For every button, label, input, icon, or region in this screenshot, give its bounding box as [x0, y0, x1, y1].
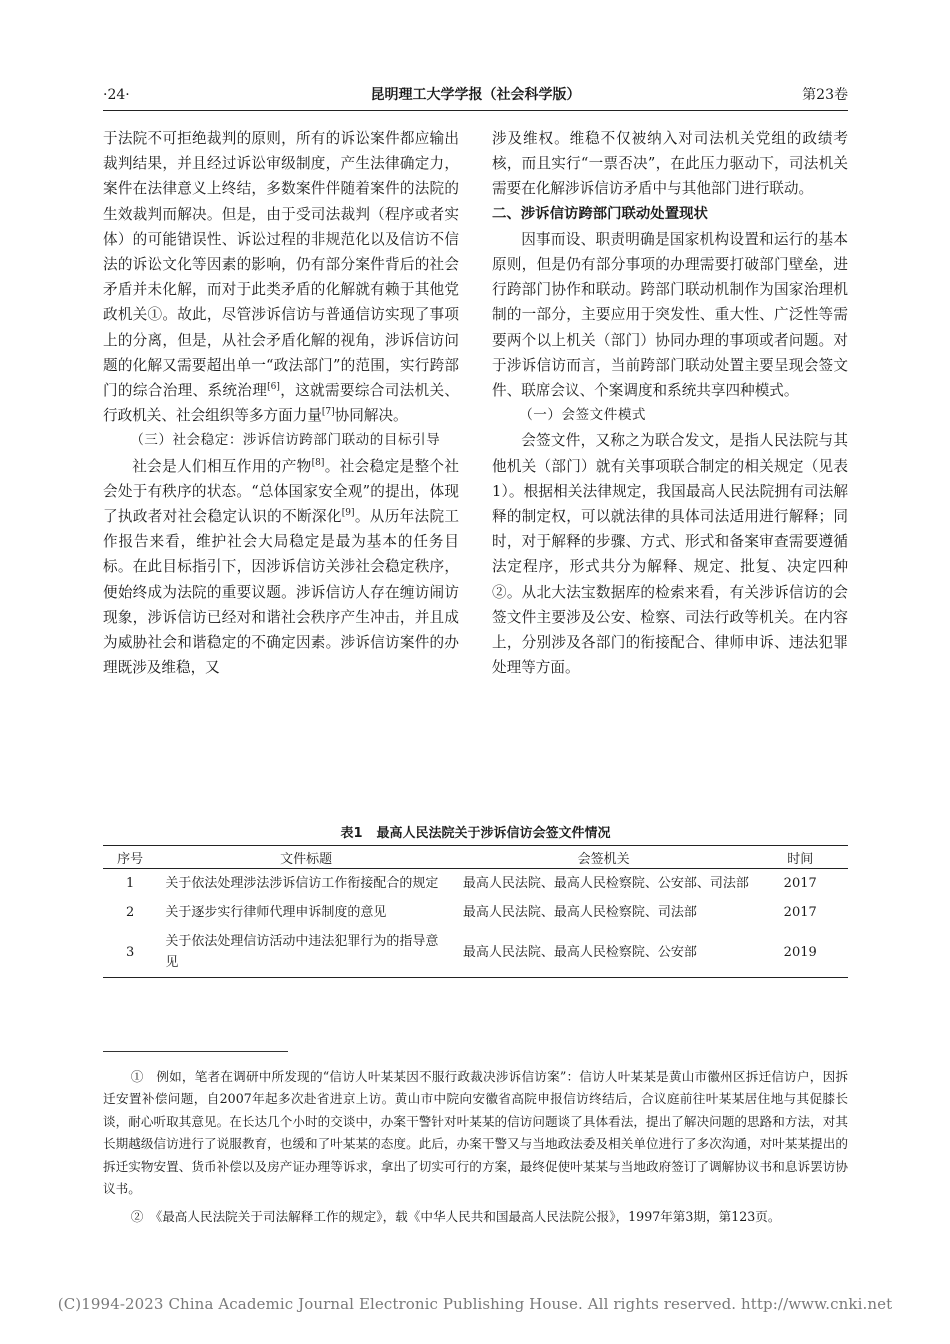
left-column — [103, 126, 459, 680]
header-rule — [103, 110, 848, 111]
citation-ref: [8] — [311, 457, 325, 468]
col-header-organizations: 会签机关 — [455, 846, 753, 869]
cell-number: 3 — [103, 927, 157, 978]
table-row — [103, 898, 848, 927]
signed-documents-table — [103, 845, 848, 978]
table-row — [103, 927, 848, 978]
cell-year: 2019 — [752, 927, 848, 978]
col-header-year: 时间 — [752, 846, 848, 869]
subsection-heading: （一）会签文件模式 — [519, 407, 647, 424]
citation-ref: [9] — [341, 508, 355, 519]
cell-organizations: 最高人民法院、最高人民检察院、司法部 — [462, 905, 697, 920]
citation-ref: [7] — [321, 407, 335, 418]
cell-year: 2017 — [783, 876, 817, 891]
running-header — [103, 84, 848, 106]
section-heading: 二、涉诉信访跨部门联动处置现状 — [492, 205, 708, 222]
footnote-rule — [103, 1051, 288, 1052]
cell-title: 关于逐步实行律师代理申诉制度的意见 — [165, 905, 387, 920]
table-header-row — [103, 846, 848, 869]
col-header-title: 文件标题 — [157, 846, 454, 869]
cell-organizations: 最高人民法院、最高人民检察院、公安部 — [455, 927, 753, 978]
paragraph: 会签文件，又称之为联合发文，是指人民法院与其他机关（部门）就有关事项联合制定的相关规定（见表1）。根据相关法律规定，我国最高人民法院拥有司法解释的制定权，可以就法律的具体司法适用进行解释；同时，对于解释的步骤、方式、形式和备案审查需要遵循法定程序，形式共分为解释、规定、批复、决定四种②。从北大法宝数据库的检索来看，有关涉诉信访的会签文件主要涉及公安、检察、司法行政等机关。在内容上，分别涉及各部门的衔接配合、律师申诉、违法犯罪处理等方面。 — [492, 432, 848, 677]
cell-year: 2017 — [783, 905, 817, 920]
citation-ref: [6] — [267, 382, 280, 393]
footnotes — [103, 1066, 848, 1235]
footnote-2: ② 《最高人民法院关于司法解释工作的规定》，载《中华人民共和国最高人民法院公报》，1997年第3期，第123页。 — [130, 1209, 781, 1225]
paragraph: 社会是人们相互作用的产物[8]。社会稳定是整个社会处于有秩序的状态。“总体国家安全观”的提出，体现了执政者对社会稳定认识的不断深化[9]。从历年法院工作报告来看，维护社会大局稳定是最为基本的任务目标。在此目标指引下，因涉诉信访关涉社会稳定秩序，便始终成为法院的重要议题。涉诉信访人存在缠访闹访现象，涉诉信访已经对和谐社会秩序产生冲击，并且成为威胁社会和谐稳定的不确定因素。涉诉信访案件的办理既涉及维稳，又 — [103, 457, 459, 677]
paragraph: 涉及维权。维稳不仅被纳入对司法机关党组的政绩考核，而且实行“一票否决”，在此压力驱动下，司法机关需要在化解涉诉信访矛盾中与其他部门进行联动。 — [492, 130, 848, 198]
copyright-watermark: (C)1994-2023 China Academic Journal Electronic Publishing House. All rights reserved. http://www.cnki.net — [57, 1295, 893, 1313]
subsection-heading: （三）社会稳定：涉诉信访跨部门联动的目标引导 — [130, 432, 441, 449]
cell-organizations: 最高人民法院、最高人民检察院、公安部、司法部 — [462, 876, 749, 891]
paragraph: 因事而设、职责明确是国家机构设置和运行的基本原则，但是仍有部分事项的办理需要打破部门壁垒，进行跨部门协作和联动。跨部门联动机制作为国家治理机制的一部分，主要应用于突发性、重大性、广泛性等需要两个以上机关（部门）协同办理的事项或者问题。对于涉诉信访而言，当前跨部门联动处置主要呈现会签文件、联席会议、个案调度和系统共享四种模式。 — [492, 230, 848, 400]
table-caption — [103, 822, 848, 841]
cell-title: 关于依法处理涉法涉诉信访工作衔接配合的规定 — [165, 876, 439, 891]
col-header-number: 序号 — [103, 846, 157, 869]
right-column — [492, 126, 848, 680]
table-row — [103, 869, 848, 899]
volume-label: 第23卷 — [802, 87, 848, 103]
paragraph: 于法院不可拒绝裁判的原则，所有的诉讼案件都应输出裁判结果，并且经过诉讼审级制度，产生法律确定力，案件在法律意义上终结，多数案件伴随着案件的法院的生效裁判而解决。但是，由于受司法裁判（程序或者实体）的可能错误性、诉讼过程的非规范化以及信访不信法的诉讼文化等因素的影响，仍有部分案件背后的社会矛盾并未化解，而对于此类矛盾的化解就有赖于其他党政机关①。故此，尽管涉诉信访与普通信访实现了事项上的分离，但是，从社会矛盾化解的视角，涉诉信访问题的化解又需要超出单一“政法部门”的范围，实行跨部门的综合治理、系统治理[6]，这就需要综合司法机关、行政机关、社会组织等多方面力量[7]协同解决。 — [103, 130, 459, 425]
cell-title: 关于依法处理信访活动中违法犯罪行为的指导意见 — [157, 927, 454, 978]
cell-number: 2 — [126, 905, 135, 920]
table-title: 最高人民法院关于涉诉信访会签文件情况 — [376, 826, 611, 841]
cell-number: 1 — [126, 876, 135, 891]
footnote-1: ① 例如，笔者在调研中所发现的“信访人叶某某因不服行政裁决涉诉信访案”：信访人叶某某是黄山市徽州区拆迁信访户，因拆迁安置补偿问题，自2007年起多次赴省进京上访。黄山市中院向安徽省高院申报信访终结后，合议庭前往叶某某居住地与其促膝长谈，耐心听取其意见。在长达几个小时的交谈中，办案干警针对叶某某的信访问题谈了具体看法，提出了解决问题的思路和方法，对其长期越级信访进行了说服教育，也缓和了叶某某的态度。此后，办案干警又与当地政法委及相关单位进行了多次沟通，对叶某某提出的拆迁实物安置、货币补偿以及房产证办理等诉求，拿出了切实可行的方案，最终促使叶某某与当地政府签订了调解协议书和息诉罢访协议书。 — [103, 1069, 848, 1197]
page-number: ·24· — [103, 87, 130, 103]
table-label: 表1 — [340, 826, 363, 841]
journal-title: 昆明理工大学学报（社会科学版） — [370, 87, 581, 103]
